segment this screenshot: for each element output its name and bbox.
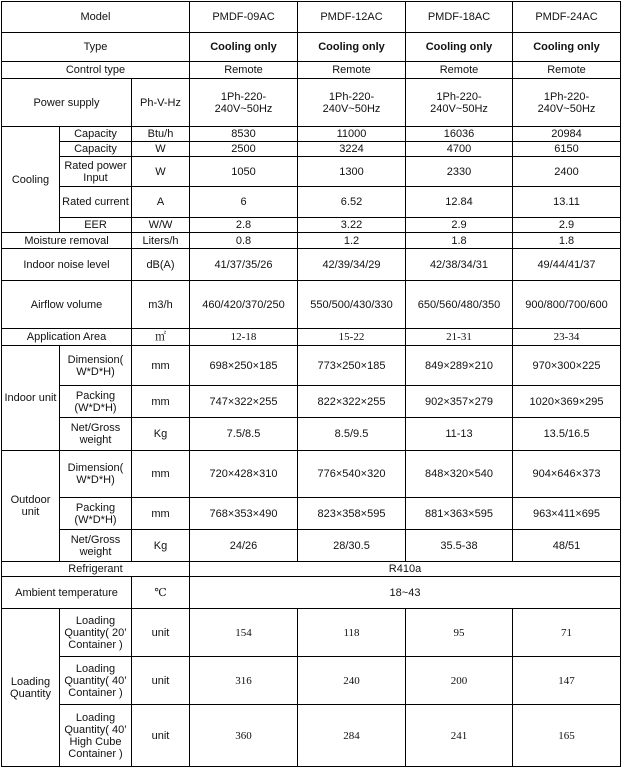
cooling-row-label: Capacity — [60, 142, 132, 157]
cooling-value: 8530 — [190, 127, 298, 142]
row-power-supply — [2, 79, 621, 127]
row-indoor-packing — [2, 386, 621, 418]
outdoor-row-label: Dimension( W*D*H) — [60, 451, 132, 498]
cooling-row-label: EER — [60, 218, 132, 233]
loading-value: 240 — [298, 657, 406, 705]
model-name: PMDF-24AC — [513, 2, 621, 33]
cooling-value: 6150 — [513, 142, 621, 157]
airflow-label: Airflow volume — [2, 281, 132, 329]
loading-value: 165 — [513, 705, 621, 767]
airflow-unit: m3/h — [132, 281, 190, 329]
cooling-value: 6 — [190, 187, 298, 218]
indoor-row-label: Dimension( W*D*H) — [60, 346, 132, 386]
outdoor-row-unit: mm — [132, 451, 190, 498]
outdoor-value: 848×320×540 — [406, 451, 513, 498]
type-value: Cooling only — [406, 33, 513, 62]
cooling-value: 13.11 — [513, 187, 621, 218]
indoor-value: 773×250×185 — [298, 346, 406, 386]
model-name: PMDF-12AC — [298, 2, 406, 33]
row-indoor-dimension — [2, 346, 621, 386]
indoor-value: 7.5/8.5 — [190, 418, 298, 451]
row-model — [2, 2, 621, 33]
type-value: Cooling only — [513, 33, 621, 62]
indoor-row-label: Net/Gross weight — [60, 418, 132, 451]
power-supply-value: 1Ph-220-240V~50Hz — [406, 79, 513, 127]
model-label: Model — [2, 2, 190, 33]
indoor-row-unit: mm — [132, 386, 190, 418]
row-airflow — [2, 281, 621, 329]
indoor-noise-value: 42/38/34/31 — [406, 249, 513, 281]
application-area-value: 21-31 — [406, 329, 513, 346]
type-value: Cooling only — [298, 33, 406, 62]
row-outdoor-dimension — [2, 451, 621, 498]
loading-value: 147 — [513, 657, 621, 705]
row-loading-40hq — [2, 705, 621, 767]
row-cooling-eer — [2, 218, 621, 233]
loading-value: 200 — [406, 657, 513, 705]
spec-table — [1, 1, 621, 767]
indoor-value: 902×357×279 — [406, 386, 513, 418]
refrigerant-label: Refrigerant — [2, 562, 190, 577]
outdoor-row-unit: Kg — [132, 530, 190, 562]
row-application-area — [2, 329, 621, 346]
cooling-value: 2400 — [513, 157, 621, 187]
row-type — [2, 33, 621, 62]
outdoor-value: 720×428×310 — [190, 451, 298, 498]
indoor-value: 849×289×210 — [406, 346, 513, 386]
outdoor-value: 24/26 — [190, 530, 298, 562]
moisture-removal-unit: Liters/h — [132, 233, 190, 249]
row-indoor-noise — [2, 249, 621, 281]
cooling-row-label: Capacity — [60, 127, 132, 142]
indoor-noise-value: 42/39/34/29 — [298, 249, 406, 281]
airflow-value: 650/560/480/350 — [406, 281, 513, 329]
model-name: PMDF-09AC — [190, 2, 298, 33]
power-supply-value: 1Ph-220-240V~50Hz — [513, 79, 621, 127]
application-area-value: 12-18 — [190, 329, 298, 346]
indoor-value: 698×250×185 — [190, 346, 298, 386]
cooling-row-unit: Btu/h — [132, 127, 190, 142]
row-refrigerant — [2, 562, 621, 577]
airflow-value: 460/420/370/250 — [190, 281, 298, 329]
outdoor-unit-group-label: Outdoor unit — [2, 451, 60, 562]
indoor-value: 747×322×255 — [190, 386, 298, 418]
outdoor-value: 48/51 — [513, 530, 621, 562]
loading-row-unit: unit — [132, 657, 190, 705]
airflow-value: 900/800/700/600 — [513, 281, 621, 329]
indoor-noise-unit: dB(A) — [132, 249, 190, 281]
cooling-value: 2330 — [406, 157, 513, 187]
control-type-value: Remote — [406, 62, 513, 79]
cooling-row-unit: W — [132, 157, 190, 187]
loading-quantity-group-label: Loading Quantity — [2, 609, 60, 767]
indoor-value: 11-13 — [406, 418, 513, 451]
moisture-removal-value: 1.2 — [298, 233, 406, 249]
ambient-temperature-label: Ambient temperature — [2, 577, 132, 609]
airflow-value: 550/500/430/330 — [298, 281, 406, 329]
control-type-value: Remote — [298, 62, 406, 79]
moisture-removal-value: 1.8 — [406, 233, 513, 249]
outdoor-value: 776×540×320 — [298, 451, 406, 498]
row-cooling-rated-current — [2, 187, 621, 218]
power-supply-value: 1Ph-220-240V~50Hz — [190, 79, 298, 127]
control-type-value: Remote — [190, 62, 298, 79]
type-value: Cooling only — [190, 33, 298, 62]
cooling-row-label: Rated power Input — [60, 157, 132, 187]
outdoor-value: 28/30.5 — [298, 530, 406, 562]
row-cooling-capacity-btu — [2, 127, 621, 142]
cooling-row-unit: W/W — [132, 218, 190, 233]
cooling-row-label: Rated current — [60, 187, 132, 218]
cooling-value: 2500 — [190, 142, 298, 157]
refrigerant-value: R410a — [190, 562, 621, 577]
loading-value: 284 — [298, 705, 406, 767]
indoor-value: 1020×369×295 — [513, 386, 621, 418]
cooling-value: 2.8 — [190, 218, 298, 233]
row-cooling-capacity-w — [2, 142, 621, 157]
cooling-value: 12.84 — [406, 187, 513, 218]
outdoor-row-label: Packing (W*D*H) — [60, 498, 132, 530]
outdoor-value: 768×353×490 — [190, 498, 298, 530]
loading-row-unit: unit — [132, 705, 190, 767]
cooling-value: 1300 — [298, 157, 406, 187]
loading-value: 71 — [513, 609, 621, 657]
outdoor-value: 963×411×695 — [513, 498, 621, 530]
loading-row-label: Loading Quantity( 40’ High Cube Container ) — [60, 705, 132, 767]
row-indoor-weight — [2, 418, 621, 451]
loading-row-unit: unit — [132, 609, 190, 657]
indoor-noise-value: 49/44/41/37 — [513, 249, 621, 281]
loading-value: 241 — [406, 705, 513, 767]
application-area-value: 23-34 — [513, 329, 621, 346]
cooling-value: 4700 — [406, 142, 513, 157]
indoor-unit-group-label: Indoor unit — [2, 346, 60, 451]
outdoor-value: 823×358×595 — [298, 498, 406, 530]
cooling-group-label: Cooling — [2, 127, 60, 233]
control-type-label: Control type — [2, 62, 190, 79]
row-moisture-removal — [2, 233, 621, 249]
indoor-value: 970×300×225 — [513, 346, 621, 386]
power-supply-unit: Ph-V-Hz — [132, 79, 190, 127]
indoor-value: 8.5/9.5 — [298, 418, 406, 451]
cooling-value: 16036 — [406, 127, 513, 142]
ambient-temperature-unit: ℃ — [132, 577, 190, 609]
row-control-type — [2, 62, 621, 79]
outdoor-value: 904×646×373 — [513, 451, 621, 498]
model-name: PMDF-18AC — [406, 2, 513, 33]
outdoor-row-label: Net/Gross weight — [60, 530, 132, 562]
row-cooling-rated-power — [2, 157, 621, 187]
moisture-removal-label: Moisture removal — [2, 233, 132, 249]
row-outdoor-packing — [2, 498, 621, 530]
cooling-row-unit: A — [132, 187, 190, 218]
moisture-removal-value: 1.8 — [513, 233, 621, 249]
loading-value: 154 — [190, 609, 298, 657]
indoor-value: 822×322×255 — [298, 386, 406, 418]
outdoor-value: 35.5-38 — [406, 530, 513, 562]
cooling-value: 20984 — [513, 127, 621, 142]
cooling-value: 3.22 — [298, 218, 406, 233]
indoor-noise-value: 41/37/35/26 — [190, 249, 298, 281]
indoor-row-unit: mm — [132, 346, 190, 386]
ambient-temperature-value: 18~43 — [190, 577, 621, 609]
cooling-value: 6.52 — [298, 187, 406, 218]
outdoor-row-unit: mm — [132, 498, 190, 530]
power-supply-value: 1Ph-220-240V~50Hz — [298, 79, 406, 127]
indoor-row-label: Packing (W*D*H) — [60, 386, 132, 418]
moisture-removal-value: 0.8 — [190, 233, 298, 249]
loading-value: 360 — [190, 705, 298, 767]
type-label: Type — [2, 33, 190, 62]
row-loading-40 — [2, 657, 621, 705]
row-loading-20 — [2, 609, 621, 657]
control-type-value: Remote — [513, 62, 621, 79]
loading-value: 118 — [298, 609, 406, 657]
indoor-value: 13.5/16.5 — [513, 418, 621, 451]
application-area-unit: ㎡ — [132, 329, 190, 346]
power-supply-label: Power supply — [2, 79, 132, 127]
row-outdoor-weight — [2, 530, 621, 562]
cooling-row-unit: W — [132, 142, 190, 157]
cooling-value: 1050 — [190, 157, 298, 187]
loading-row-label: Loading Quantity( 40’ Container ) — [60, 657, 132, 705]
application-area-value: 15-22 — [298, 329, 406, 346]
row-ambient-temperature — [2, 577, 621, 609]
cooling-value: 11000 — [298, 127, 406, 142]
loading-value: 95 — [406, 609, 513, 657]
indoor-row-unit: Kg — [132, 418, 190, 451]
indoor-noise-label: Indoor noise level — [2, 249, 132, 281]
cooling-value: 2.9 — [513, 218, 621, 233]
cooling-value: 2.9 — [406, 218, 513, 233]
outdoor-value: 881×363×595 — [406, 498, 513, 530]
application-area-label: Application Area — [2, 329, 132, 346]
loading-row-label: Loading Quantity( 20’ Container ) — [60, 609, 132, 657]
cooling-value: 3224 — [298, 142, 406, 157]
loading-value: 316 — [190, 657, 298, 705]
